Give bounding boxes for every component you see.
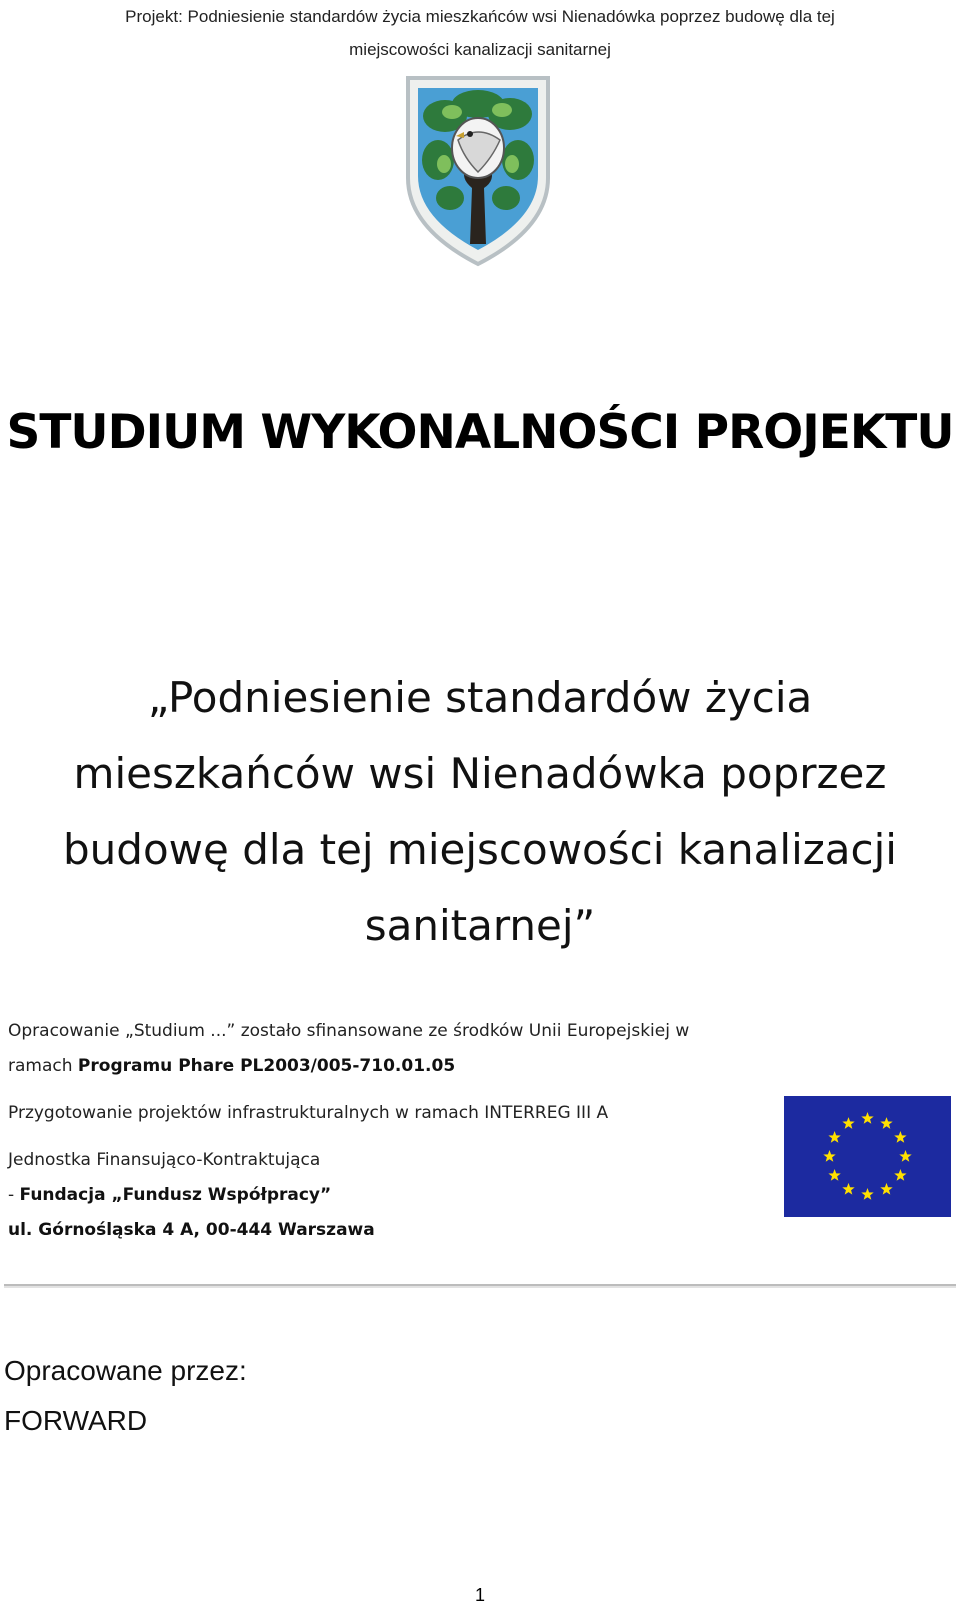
foundation-name: Fundacja „Fundusz Współpracy” [19, 1185, 332, 1205]
funding-line-2 [8, 1049, 768, 1084]
funding-line-6 [8, 1213, 768, 1248]
funding-line-4: Jednostka Finansująco-Kontraktująca [8, 1150, 321, 1170]
project-title-line-2: mieszkańców wsi Nienadówka poprzez [73, 749, 887, 798]
header-line-1: Projekt: Podniesienie standardów życia mieszkańców wsi Nienadówka poprzez budowę dla tej [125, 7, 835, 26]
funding-info [8, 1014, 768, 1248]
prepared-by-name: FORWARD [4, 1405, 148, 1436]
funding-line-5 [8, 1178, 768, 1213]
coat-of-arms-icon [400, 68, 556, 268]
running-header [0, 0, 960, 66]
foundation-address: ul. Górnośląska 4 A, 00-444 Warszawa [8, 1220, 375, 1240]
funding-line-2-prefix: ramach [8, 1056, 78, 1076]
project-title [40, 660, 920, 964]
funding-line-1: Opracowanie „Studium ...” zostało sfinansowane ze środków Unii Europejskiej w [8, 1021, 690, 1041]
prepared-by-label: Opracowane przez: [4, 1355, 247, 1386]
project-title-line-3: budowę dla tej miejscowości kanalizacji [63, 825, 897, 874]
project-title-line-1: „Podniesienie standardów życia [147, 673, 813, 722]
funding-line-5-prefix: - [8, 1185, 20, 1205]
prepared-by [4, 1346, 247, 1446]
header-line-2: miejscowości kanalizacji sanitarnej [349, 40, 611, 59]
main-title: STUDIUM WYKONALNOŚCI PROJEKTU [6, 405, 954, 460]
funding-line-3: Przygotowanie projektów infrastrukturalnych w ramach INTERREG III A [8, 1103, 609, 1123]
page-number: 1 [474, 1585, 485, 1605]
section-divider [4, 1284, 956, 1288]
eu-flag-icon [784, 1096, 951, 1217]
project-title-line-4: sanitarnej” [364, 901, 596, 950]
programme-name: Programu Phare PL2003/005-710.01.05 [77, 1056, 456, 1076]
